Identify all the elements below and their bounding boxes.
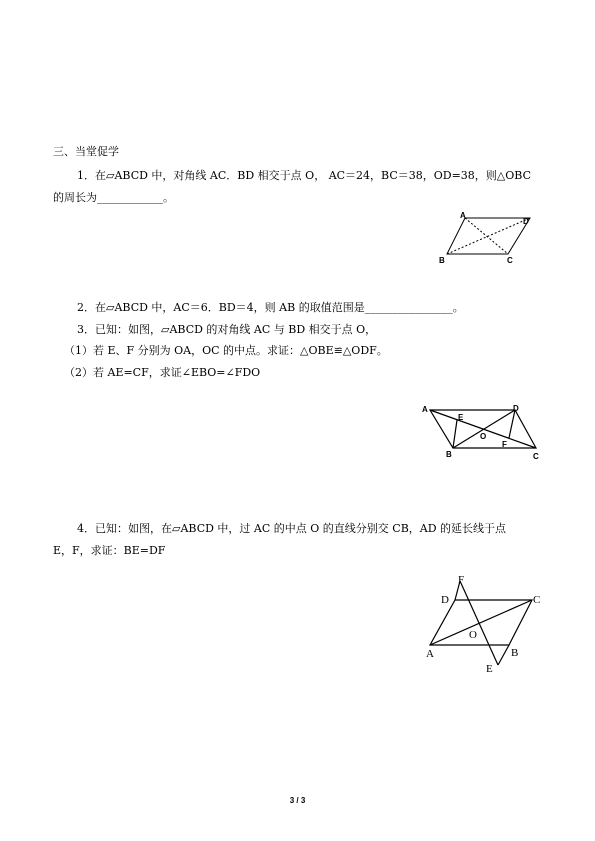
question-3-line-3: （2）若 AE=CF，求证∠EBO=∠FDO <box>64 366 261 379</box>
section-title: 三、当堂促学 <box>53 145 119 158</box>
fig2-segment-be <box>453 420 457 448</box>
fig3-label-a: A <box>426 648 434 660</box>
fig3-diagonal-ac <box>430 600 532 645</box>
fig1-diagonal-bd <box>447 218 530 254</box>
figure-parallelogram-2 <box>420 398 550 464</box>
page-number: 3 / 3 <box>289 796 306 805</box>
figure-parallelogram-3 <box>422 572 552 680</box>
fig3-label-f: F <box>458 574 465 586</box>
question-4-line-2: E，F，求证：BE=DF <box>53 544 166 557</box>
fig3-label-b: B <box>511 647 519 659</box>
fig1-diagonal-ac <box>465 218 508 254</box>
question-1-line-1: 1．在▱ABCD 中，对角线 AC．BD 相交于点 O， AC＝24，BC＝38，OD=38，则△OBC <box>77 169 531 182</box>
fig3-line-ef <box>460 581 498 665</box>
question-4-line-1: 4．已知：如图，在▱ABCD 中，过 AC 的中点 O 的直线分别交 CB，AD 的延长线于点 <box>77 522 507 535</box>
fig3-label-c: C <box>533 594 541 606</box>
figure-parallelogram-1 <box>430 208 540 268</box>
fig2-label-b: B <box>446 450 452 459</box>
fig2-segment-df <box>509 410 515 438</box>
question-1-line-2: 的周长为____________。 <box>53 191 174 204</box>
question-2-line-1: 2．在▱ABCD 中，AC＝6．BD＝4，则 AB 的取值范围是________________。 <box>77 301 464 314</box>
fig2-label-c: C <box>533 452 539 461</box>
fig2-label-o: O <box>480 432 487 441</box>
question-3-line-2: （1）若 E、F 分别为 OA，OC 的中点。求证：△OBE≌△ODF。 <box>64 344 388 357</box>
question-3-line-1: 3．已知：如图，▱ABCD 的对角线 AC 与 BD 相交于点 O， <box>77 323 377 336</box>
fig1-label-a: A <box>460 211 466 220</box>
fig1-label-d: D <box>523 217 529 226</box>
fig1-label-c: C <box>507 256 513 265</box>
fig2-label-a: A <box>422 405 428 414</box>
fig3-label-d: D <box>441 594 449 606</box>
fig3-label-o: O <box>469 629 477 641</box>
fig3-extension-cb <box>498 645 509 665</box>
fig2-label-f: F <box>502 440 507 449</box>
fig2-label-d: D <box>513 404 519 413</box>
fig1-label-b: B <box>439 256 445 265</box>
fig2-label-e: E <box>458 413 464 422</box>
fig3-label-e: E <box>486 663 493 675</box>
